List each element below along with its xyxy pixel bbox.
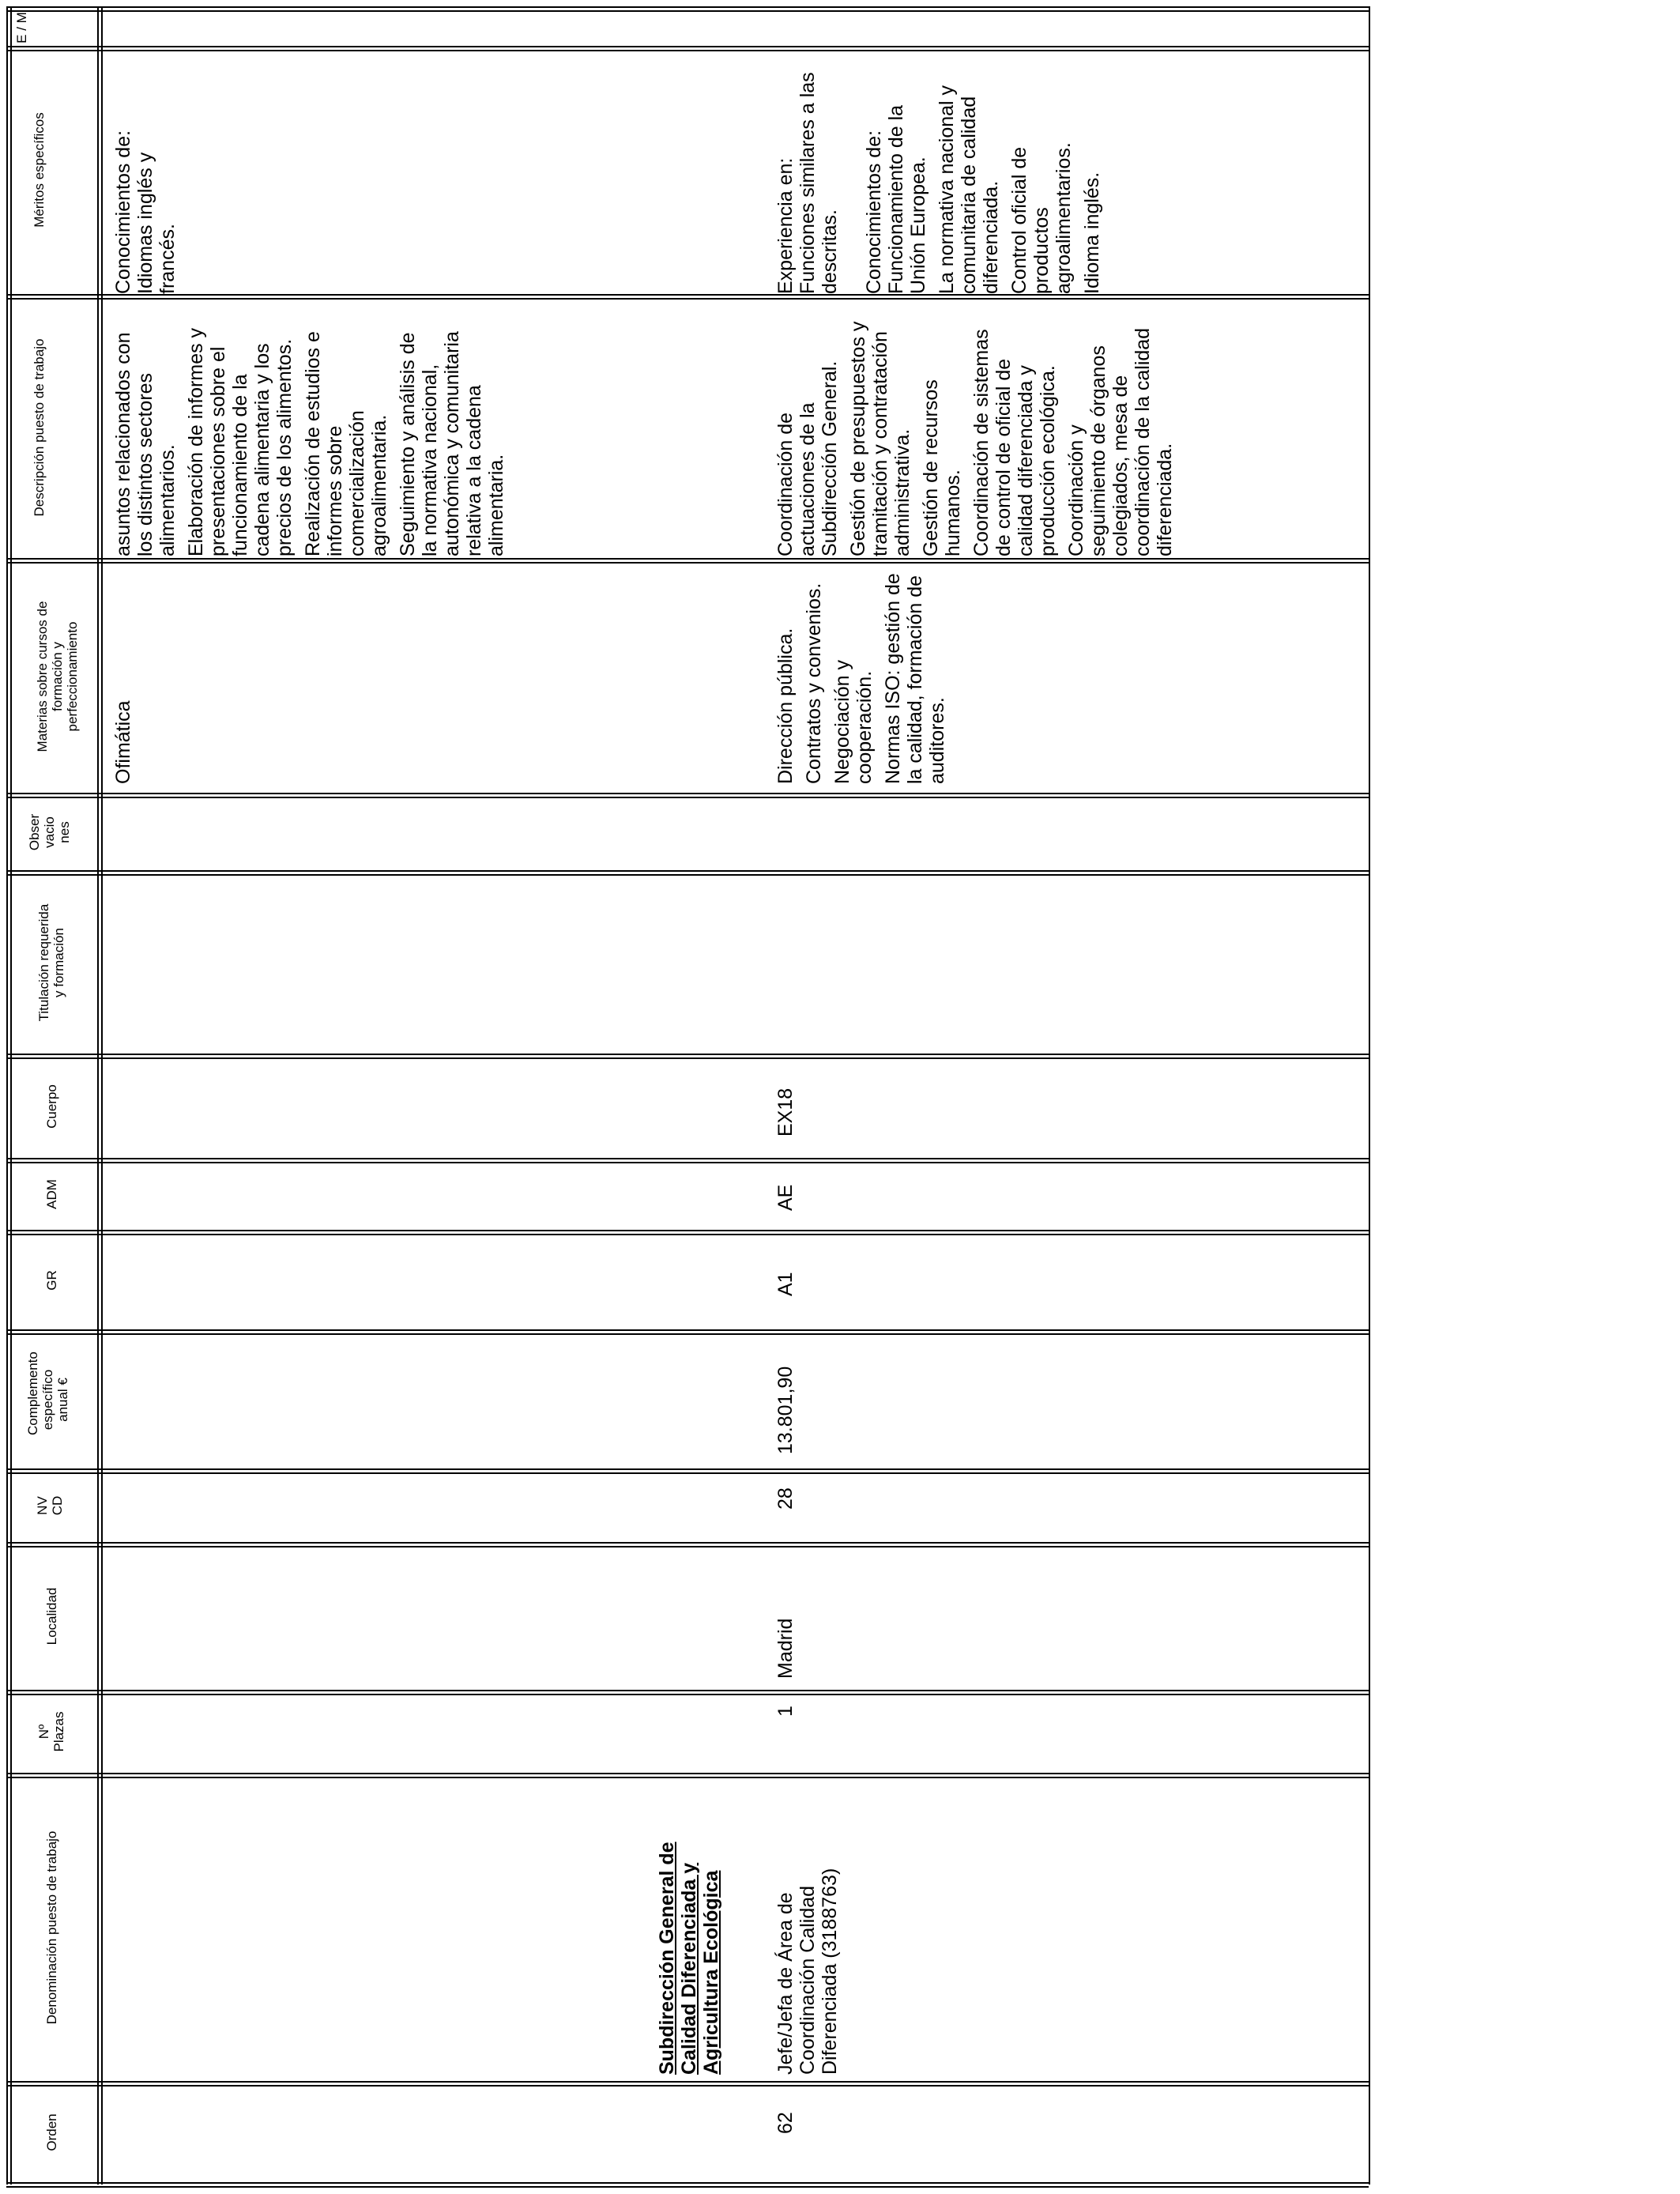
row-meritos: Experiencia en: Funciones similares a las descritas. Conocimientos de: Funcionamiento de la Unión Europea. La normativa nacional y comunitaria de calidad diferenciada. Control oficial de productos agroalimentarios. Idioma inglés.: [774, 72, 1103, 294]
table-left-border: [6, 6, 12, 2185]
row-localidad: Madrid: [774, 1618, 797, 1679]
header-meritos: Méritos específicos: [32, 112, 47, 228]
header-titulacion: Titulación requerida y formación: [36, 903, 66, 1022]
rule: [6, 2081, 1369, 2087]
rule: [6, 1329, 1369, 1335]
row-cursos: Dirección pública. Contratos y convenios. Negociación y cooperación. Normas ISO: gestión de la calidad, formación de auditores.: [774, 573, 948, 784]
row-plazas: 1: [774, 1706, 797, 1717]
row-denominacion: Jefe/Jefa de Área de Coordinación Calidad Diferenciada (3188763): [774, 1868, 841, 2075]
header-plazas: Nº Plazas: [36, 1711, 66, 1752]
rule: [6, 294, 1369, 300]
rule: [6, 1468, 1369, 1474]
header-denominacion: Denominación puesto de trabajo: [44, 1830, 59, 2025]
header-complemento: Complemento específico anual €: [25, 1351, 70, 1435]
header-em: E / M: [14, 12, 29, 43]
rule: [6, 1158, 1369, 1163]
rule: [6, 1054, 1369, 1059]
header-localidad: Localidad: [44, 1587, 59, 1646]
rule: [6, 1773, 1369, 1778]
rule: [6, 1690, 1369, 1695]
rule: [6, 793, 1369, 798]
continuation-descripcion: asuntos relacionados con los distintos sectores alimentarios. Elaboración de informes y presentaciones sobre el funcionamiento de la cadena alimentaria y los precios de los alimentos. Realización de estudios e informes sobre comercialización agroalimentaria. Seguimiento y análisis de la normativa nacional, autonómica y comunitaria relativa a la cadena alimentaria.: [112, 327, 507, 556]
header-nivel: NV CD: [35, 1495, 65, 1516]
row-orden: 62: [774, 2112, 797, 2134]
row-grupo: A1: [774, 1272, 797, 1296]
row-descripcion: Coordinación de actuaciones de la Subdirección General. Gestión de presupuestos y tramitación y contratación administrativa. Gestión de recursos humanos. Coordinación de sistemas de control de oficial de calidad diferenciada y producción ecológica. Coordinación y seguimiento de órganos colegiados, mesa de coordinación de la calidad diferenciada.: [774, 321, 1176, 556]
header-separator: [97, 6, 103, 2185]
rule: [6, 558, 1369, 564]
row-nivel: 28: [774, 1487, 797, 1510]
rule: [6, 1230, 1369, 1235]
header-cuerpo: Cuerpo: [44, 1084, 59, 1129]
rule: [6, 1542, 1369, 1547]
header-observaciones: Obser vacio nes: [27, 813, 72, 851]
table-right-border: [1369, 6, 1370, 2185]
rule: [6, 2182, 1369, 2188]
continuation-cursos: Ofimática: [112, 700, 134, 784]
row-complemento: 13.801,90: [774, 1366, 797, 1454]
continuation-meritos: Conocimientos de: Idiomas inglés y francés.: [112, 130, 179, 294]
row-adm: AE: [774, 1184, 797, 1211]
header-cursos: Materias sobre cursos de formación y perfeccionamiento: [35, 601, 80, 752]
rule: [6, 870, 1369, 876]
header-orden: Orden: [44, 2113, 59, 2151]
row-cuerpo: EX18: [774, 1088, 797, 1137]
rule: [6, 46, 1369, 51]
rule: [6, 6, 1369, 12]
section-title: Subdirección General de Calidad Diferenciada y Agricultura Ecológica: [656, 1842, 722, 2075]
header-adm: ADM: [44, 1179, 59, 1209]
header-descripcion: Descripción puesto de trabajo: [32, 338, 47, 517]
header-grupo: GR: [44, 1270, 59, 1291]
